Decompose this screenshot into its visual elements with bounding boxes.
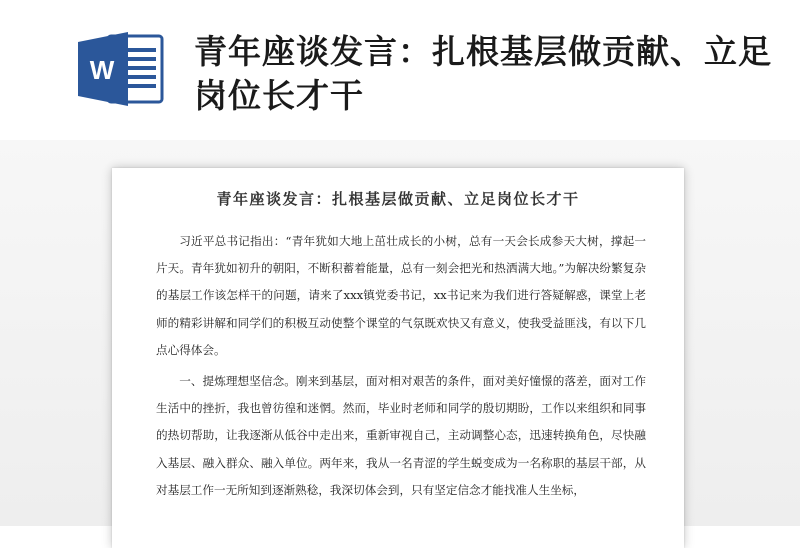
document-title: 青年座谈发言：扎根基层做贡献、立足岗位长才干 [216, 190, 580, 208]
header [0, 0, 800, 140]
document-page [112, 168, 684, 548]
word-icon [78, 30, 164, 108]
paragraph: 一、提炼理想坚信念。刚来到基层，面对相对艰苦的条件，面对美好憧憬的落差，面对工作生活中的挫折，我也曾彷徨和迷惘。然而，毕业时老师和同学的殷切期盼，工作以来组织和同事的热切帮助，让我逐渐从低谷中走出来，重新审视自己，主动调整心态，迅速转换角色，尽快融入基层、融入群众、融入单位。两年来，我从一名青涩的学生蜕变成为一名称职的基层干部，从对基层工作一无所知到逐渐熟稔，我深切体会到，只有坚定信念才能找准人生坐标， [156, 374, 646, 497]
document-body [156, 228, 646, 508]
paragraph: 习近平总书记指出：“青年犹如大地上茁壮成长的小树，总有一天会长成参天大树，撑起一片天。青年犹如初升的朝阳，不断积蓄着能量，总有一刻会把光和热洒满大地。”为解决纷繁复杂的基层工作该怎样干的问题，请来了xxx镇党委书记，xx书记来为我们进行答疑解惑，课堂上老师的精彩讲解和同学们的积极互动使整个课堂的气氛既欢快又有意义，使我受益匪浅，有以下几点心得体会。 [156, 234, 646, 357]
svg-text:W: W [89, 55, 115, 85]
page-title: 青年座谈发言：扎根基层做贡献、立足岗位长才干 [194, 32, 772, 115]
